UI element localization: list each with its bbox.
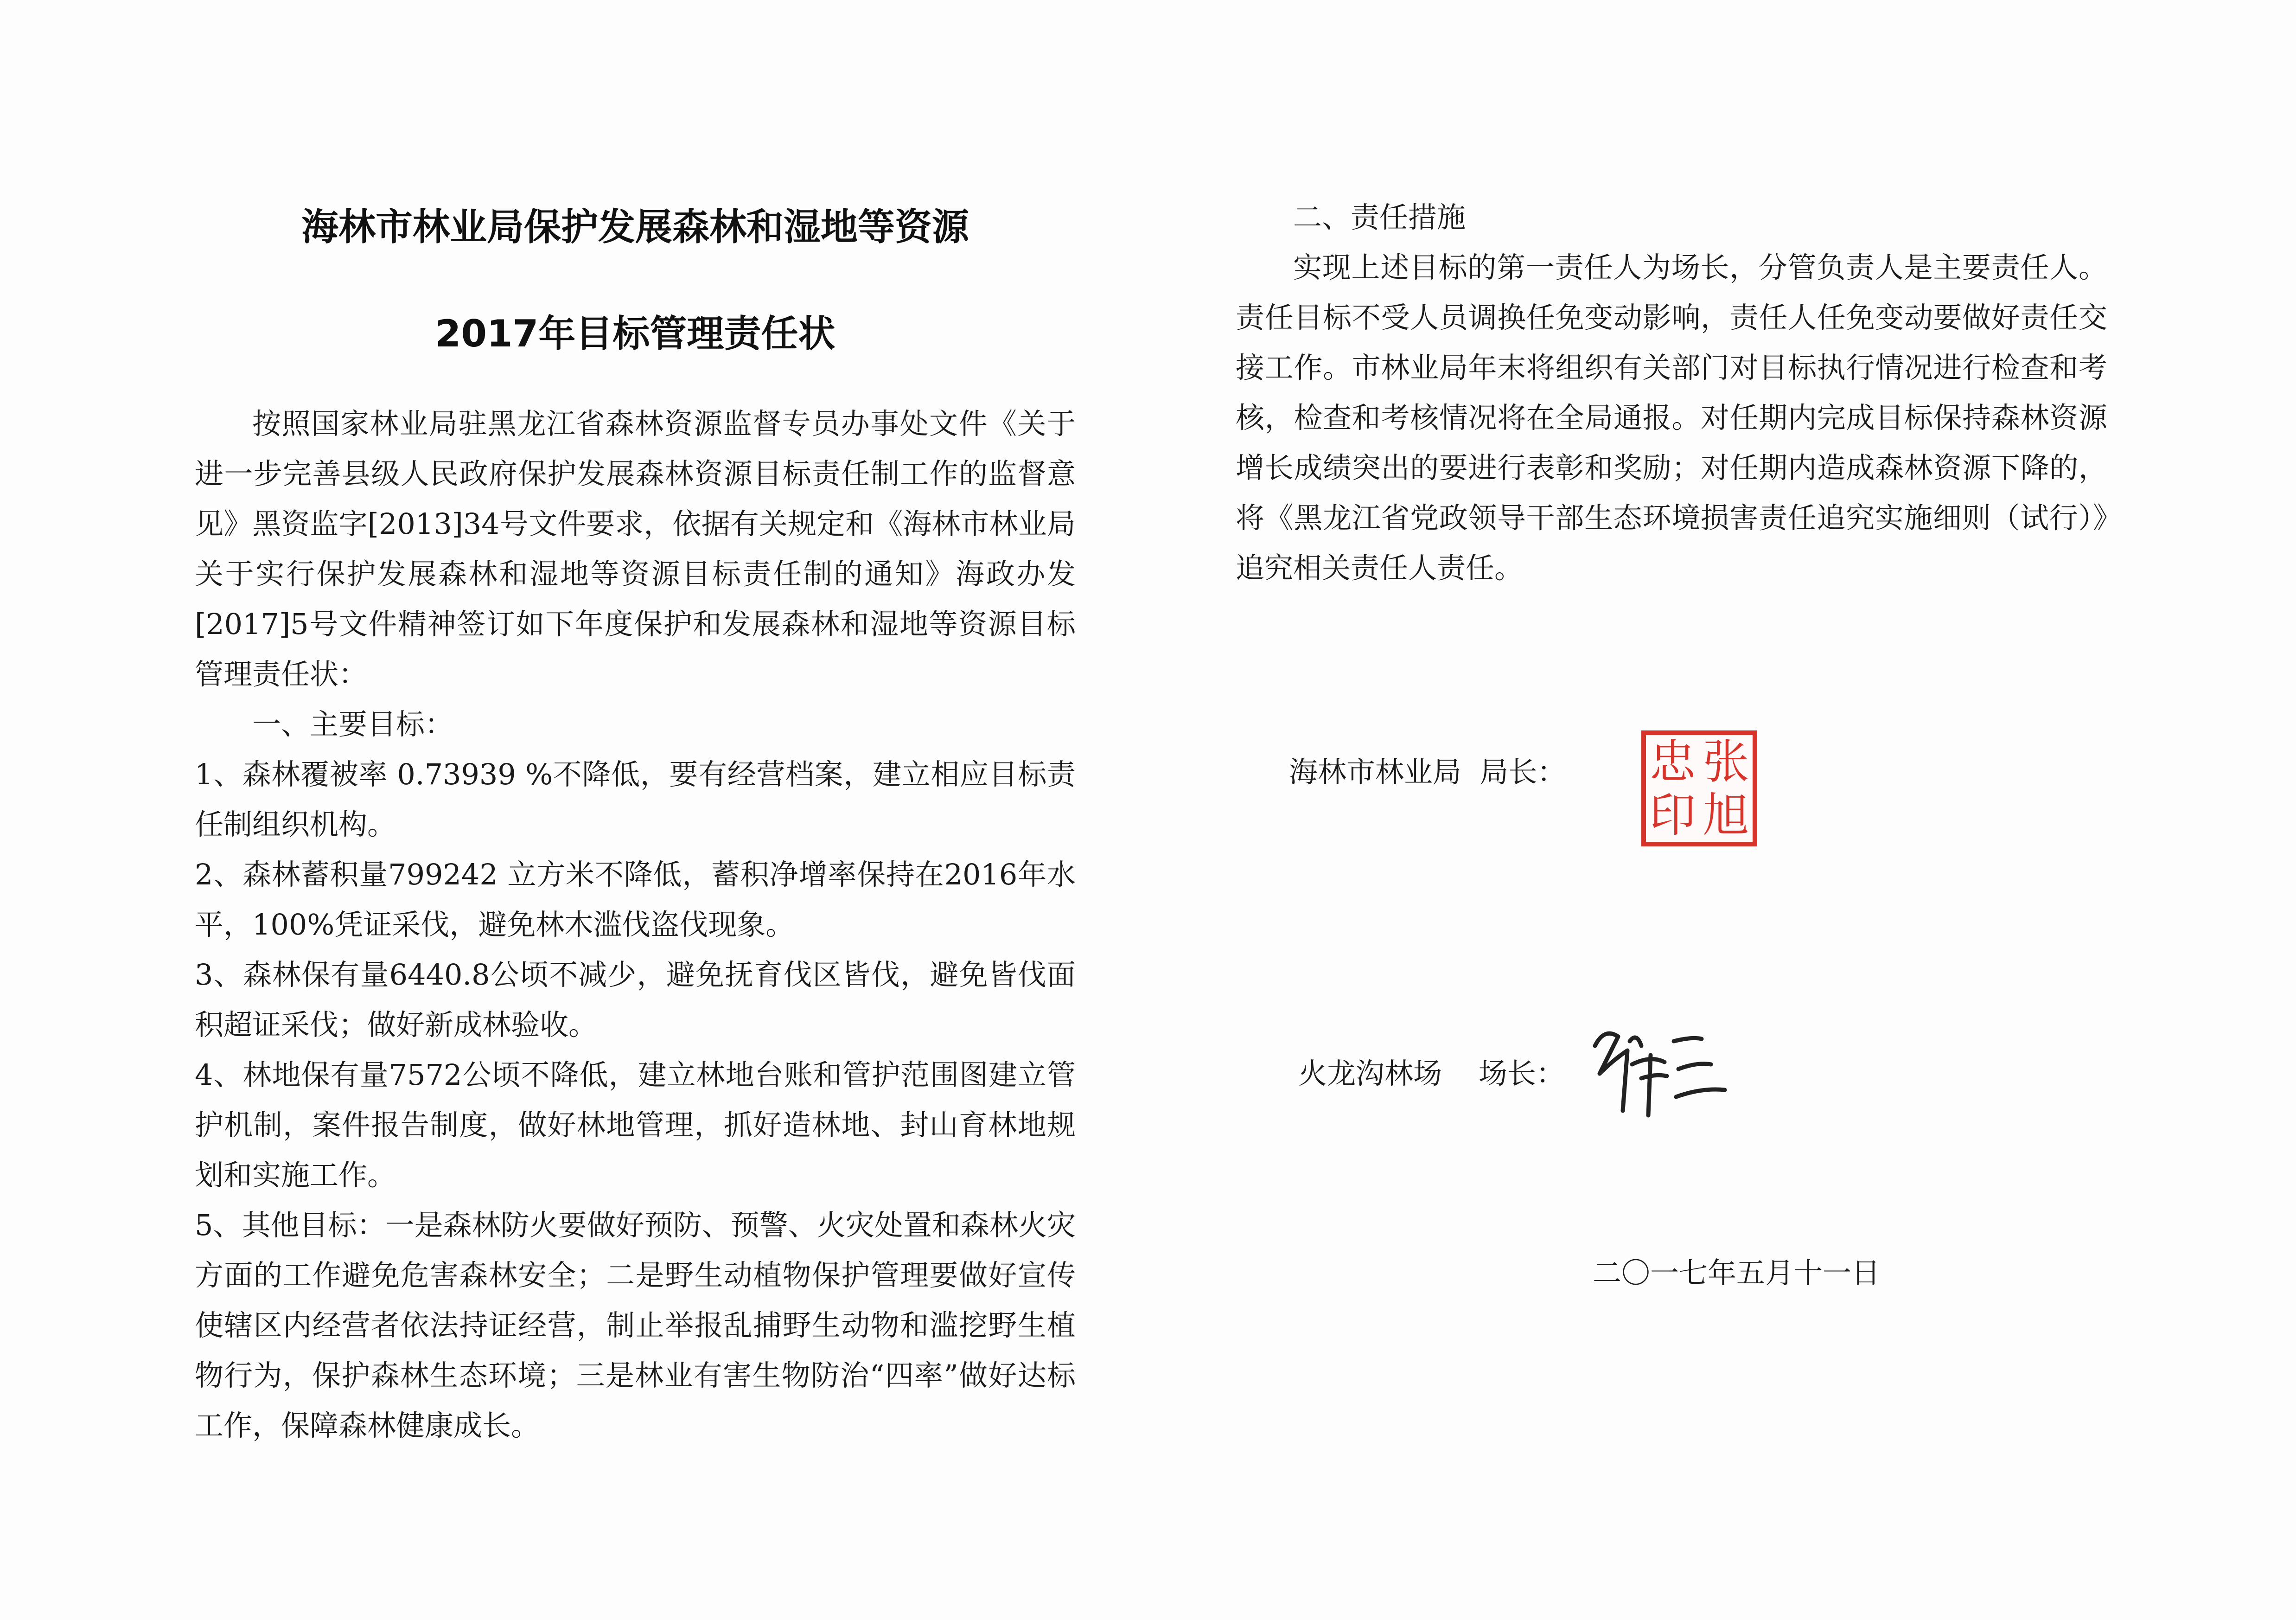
seal-char: 印 [1649,788,1696,842]
seal-char: 旭 [1703,788,1749,842]
date: 二〇一七年五月十一日 [1593,1256,1881,1290]
intro-paragraph: 按照国家林业局驻黑龙江省森林资源监督专员办事处文件《关于进一步完善县级人民政府保护发展森林资源目标责任制工作的监督意见》黑资监字[2013]34号文件要求，依据有关规定和《海林市林业局关于实行保护发展森林和湿地等资源目标责任制的通知》海政办发[2017]5号文件精神签订如下年度保护和发展森林和湿地等资源目标管理责任状： [195,407,1076,691]
goal-5: 5、其他目标：一是森林防火要做好预防、预警、火灾处置和森林火灾方面的工作避免危害森林安全；二是野生动植物保护管理要做好宣传使辖区内经营者依法持证经营，制止举报乱捕野生动物和滥挖野生植物行为，保护森林生态环境；三是林业有害生物防治“四率”做好达标工作，保障森林健康成长。 [195,1208,1076,1442]
handwritten-signature-icon [1586,1018,1729,1120]
left-column [195,199,1076,1451]
section-2-text: 实现上述目标的第一责任人为场长，分管负责人是主要责任人。责任目标不受人员调换任免变动影响，责任人任免变动要做好责任交接工作。市林业局年末将组织有关部门对目标执行情况进行检查和考核，检查和考核情况将在全局通报。对任期内完成目标保持森林资源增长成绩突出的要进行表彰和奖励；对任期内造成森林资源下降的，将《黑龙江省党政领导干部生态环境损害责任追究实施细则（试行）》追究相关责任人责任。 [1236,250,2107,585]
right-column [1236,192,2107,593]
goal-3: 3、森林保有量6440.8公顷不减少，避免抚育伐区皆伐，避免皆伐面积超证采伐；做好新成林验收。 [195,958,1076,1042]
goal-2: 2、森林蓄积量799242 立方米不降低，蓄积净增率保持在2016年水平，100%凭证采伐，避免林木滥伐盗伐现象。 [195,858,1076,941]
seal-char: 忠 [1649,734,1696,789]
goal-4: 4、林地保有量7572公顷不降低，建立林地台账和管护范围图建立管护机制，案件报告制度，做好林地管理，抓好造林地、封山育林地规划和实施工作。 [195,1058,1076,1192]
signatory-forestry-bureau: 海林市林业局 局长： [1289,755,1566,789]
title-line-1: 海林市林业局保护发展森林和湿地等资源 [301,205,969,249]
signatory-forest-farm: 火龙沟林场 场长： [1298,1057,1565,1090]
section-1-heading: 一、主要目标： [252,707,454,741]
section-2-heading: 二、责任措施 [1293,200,1466,234]
seal-char: 张 [1703,734,1749,789]
goal-1: 1、森林覆被率 0.73939 %不降低，要有经营档案，建立相应目标责任制组织机构。 [195,757,1076,841]
red-seal-stamp [1641,730,1757,846]
title-line-2: 2017年目标管理责任状 [435,312,835,355]
